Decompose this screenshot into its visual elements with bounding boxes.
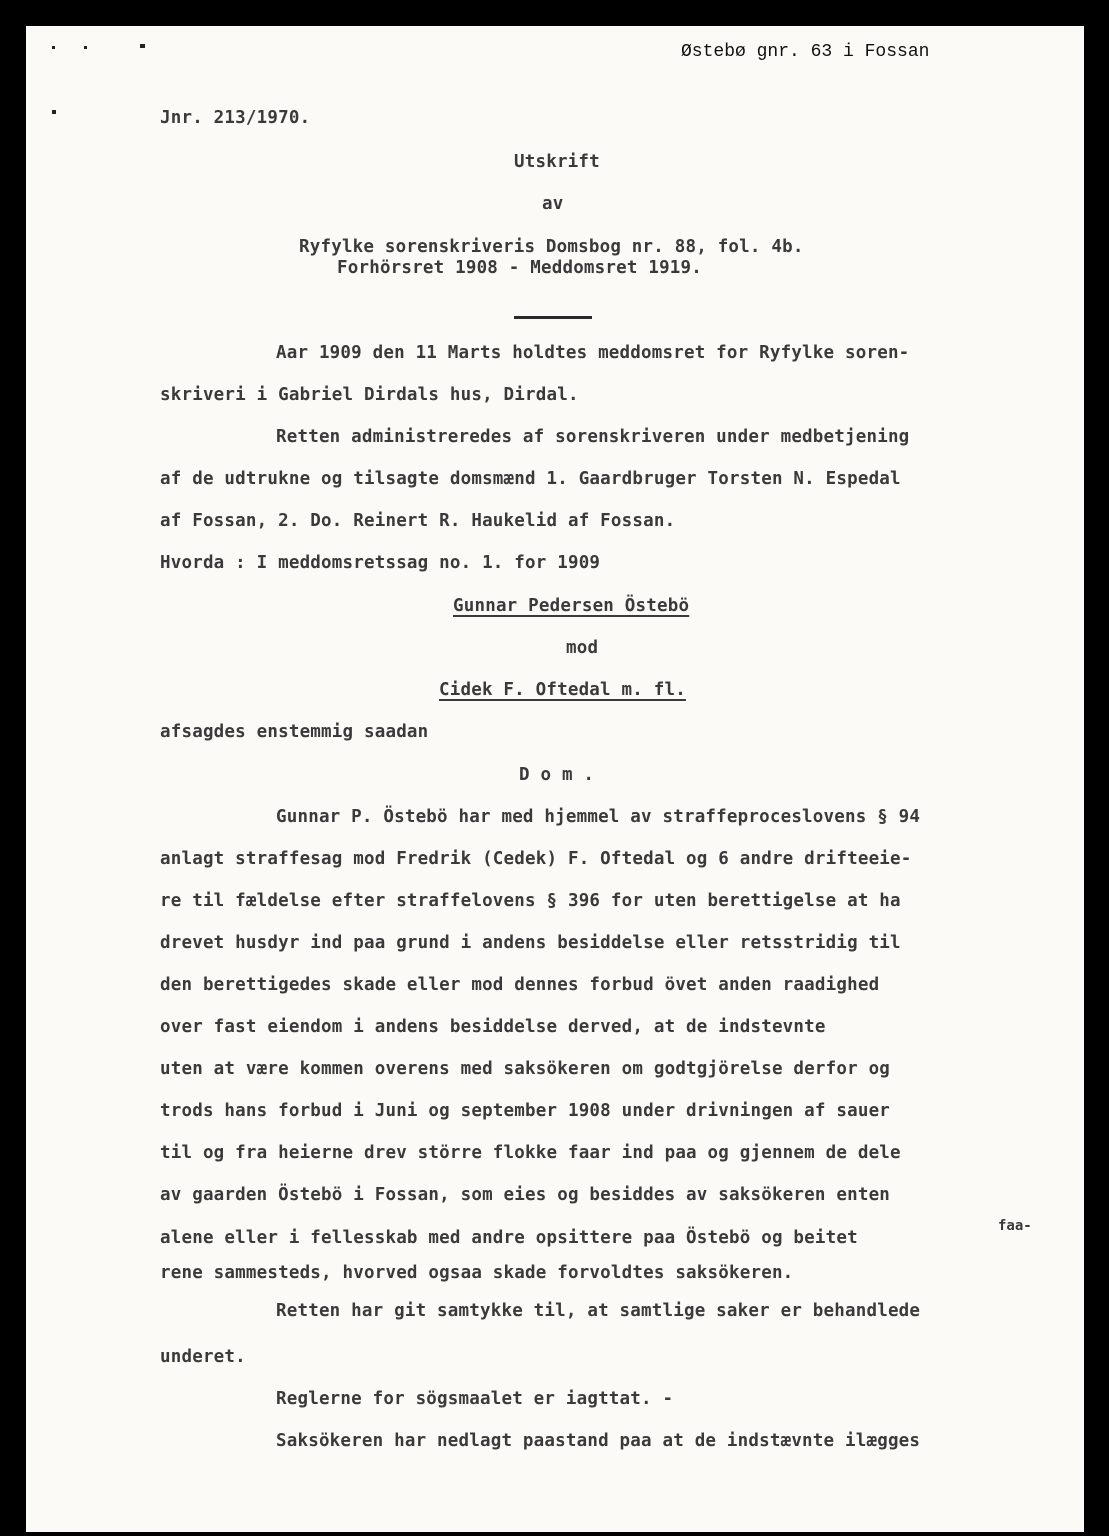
body-line: den berettigedes skade eller mod dennes forbud övet anden raadighed: [160, 975, 880, 995]
punch-mark: [140, 44, 145, 48]
body-line: anlagt straffesag mod Fredrik (Cedek) F. Oftedal og 6 andre drifteeie-: [160, 849, 912, 869]
dom-heading: D o m .: [519, 765, 595, 785]
archive-reference: Østebø gnr. 63 i Fossan: [681, 42, 930, 62]
intro-line: Retten administreredes af sorenskriveren under medbetjening: [276, 427, 910, 447]
body-line: re til fældelse efter straffelovens § 396 for uten berettigelse at ha: [160, 891, 901, 911]
consent-line: underet.: [160, 1347, 246, 1367]
divider: [514, 316, 592, 319]
body-line: alene eller i fellesskab med andre opsittere paa Östebö og beitet: [160, 1228, 858, 1248]
defendant-name: Cidek F. Oftedal m. fl.: [439, 680, 686, 700]
body-line: drevet husdyr ind paa grund i andens besiddelse eller retsstridig til: [160, 933, 901, 953]
body-line: uten at være kommen overens med saksökeren om godtgjörelse derfor og: [160, 1059, 891, 1079]
body-superscript: faa-: [998, 1218, 1032, 1234]
verdict-intro: afsagdes enstemmig saadan: [160, 722, 429, 742]
plaintiff-name: Gunnar Pedersen Östebö: [453, 596, 690, 616]
body-line: av gaarden Östebö i Fossan, som eies og besiddes av saksökeren enten: [160, 1185, 891, 1205]
claim-line: Saksökeren har nedlagt paastand paa at de indstævnte ilægges: [276, 1431, 921, 1451]
intro-line: Aar 1909 den 11 Marts holdtes meddomsret for Ryfylke soren-: [276, 343, 910, 363]
source-line-1: Ryfylke sorenskriveris Domsbog nr. 88, fol. 4b.: [299, 237, 804, 257]
body-line: rene sammesteds, hvorved ogsaa skade forvoldtes saksökeren.: [160, 1263, 794, 1283]
intro-line: skriveri i Gabriel Dirdals hus, Dirdal.: [160, 385, 579, 405]
body-line: over fast eiendom i andens besiddelse derved, at de indstevnte: [160, 1017, 826, 1037]
body-line: Gunnar P. Östebö har med hjemmel av straffeproceslovens § 94: [276, 807, 921, 827]
intro-line: af Fossan, 2. Do. Reinert R. Haukelid af Fossan.: [160, 511, 676, 531]
intro-line: Hvorda : I meddomsretssag no. 1. for 1909: [160, 553, 601, 573]
journal-number: Jnr. 213/1970.: [160, 108, 311, 128]
body-line: til og fra heierne drev större flokke faar ind paa og gjennem de dele: [160, 1143, 901, 1163]
versus: mod: [566, 638, 599, 658]
source-line-2: Forhörsret 1908 - Meddomsret 1919.: [337, 258, 703, 278]
title-av: av: [542, 194, 564, 214]
body-line: trods hans forbud i Juni og september 1908 under drivningen af sauer: [160, 1101, 891, 1121]
punch-mark: [84, 46, 87, 49]
consent-line: Retten har git samtykke til, at samtlige saker er behandlede: [276, 1301, 921, 1321]
rules-line: Reglerne for sögsmaalet er iagttat. -: [276, 1389, 674, 1409]
intro-line: af de udtrukne og tilsagte domsmænd 1. Gaardbruger Torsten N. Espedal: [160, 469, 901, 489]
punch-mark: [52, 46, 55, 49]
title-utskrift: Utskrift: [514, 152, 600, 172]
punch-mark: [52, 110, 56, 114]
